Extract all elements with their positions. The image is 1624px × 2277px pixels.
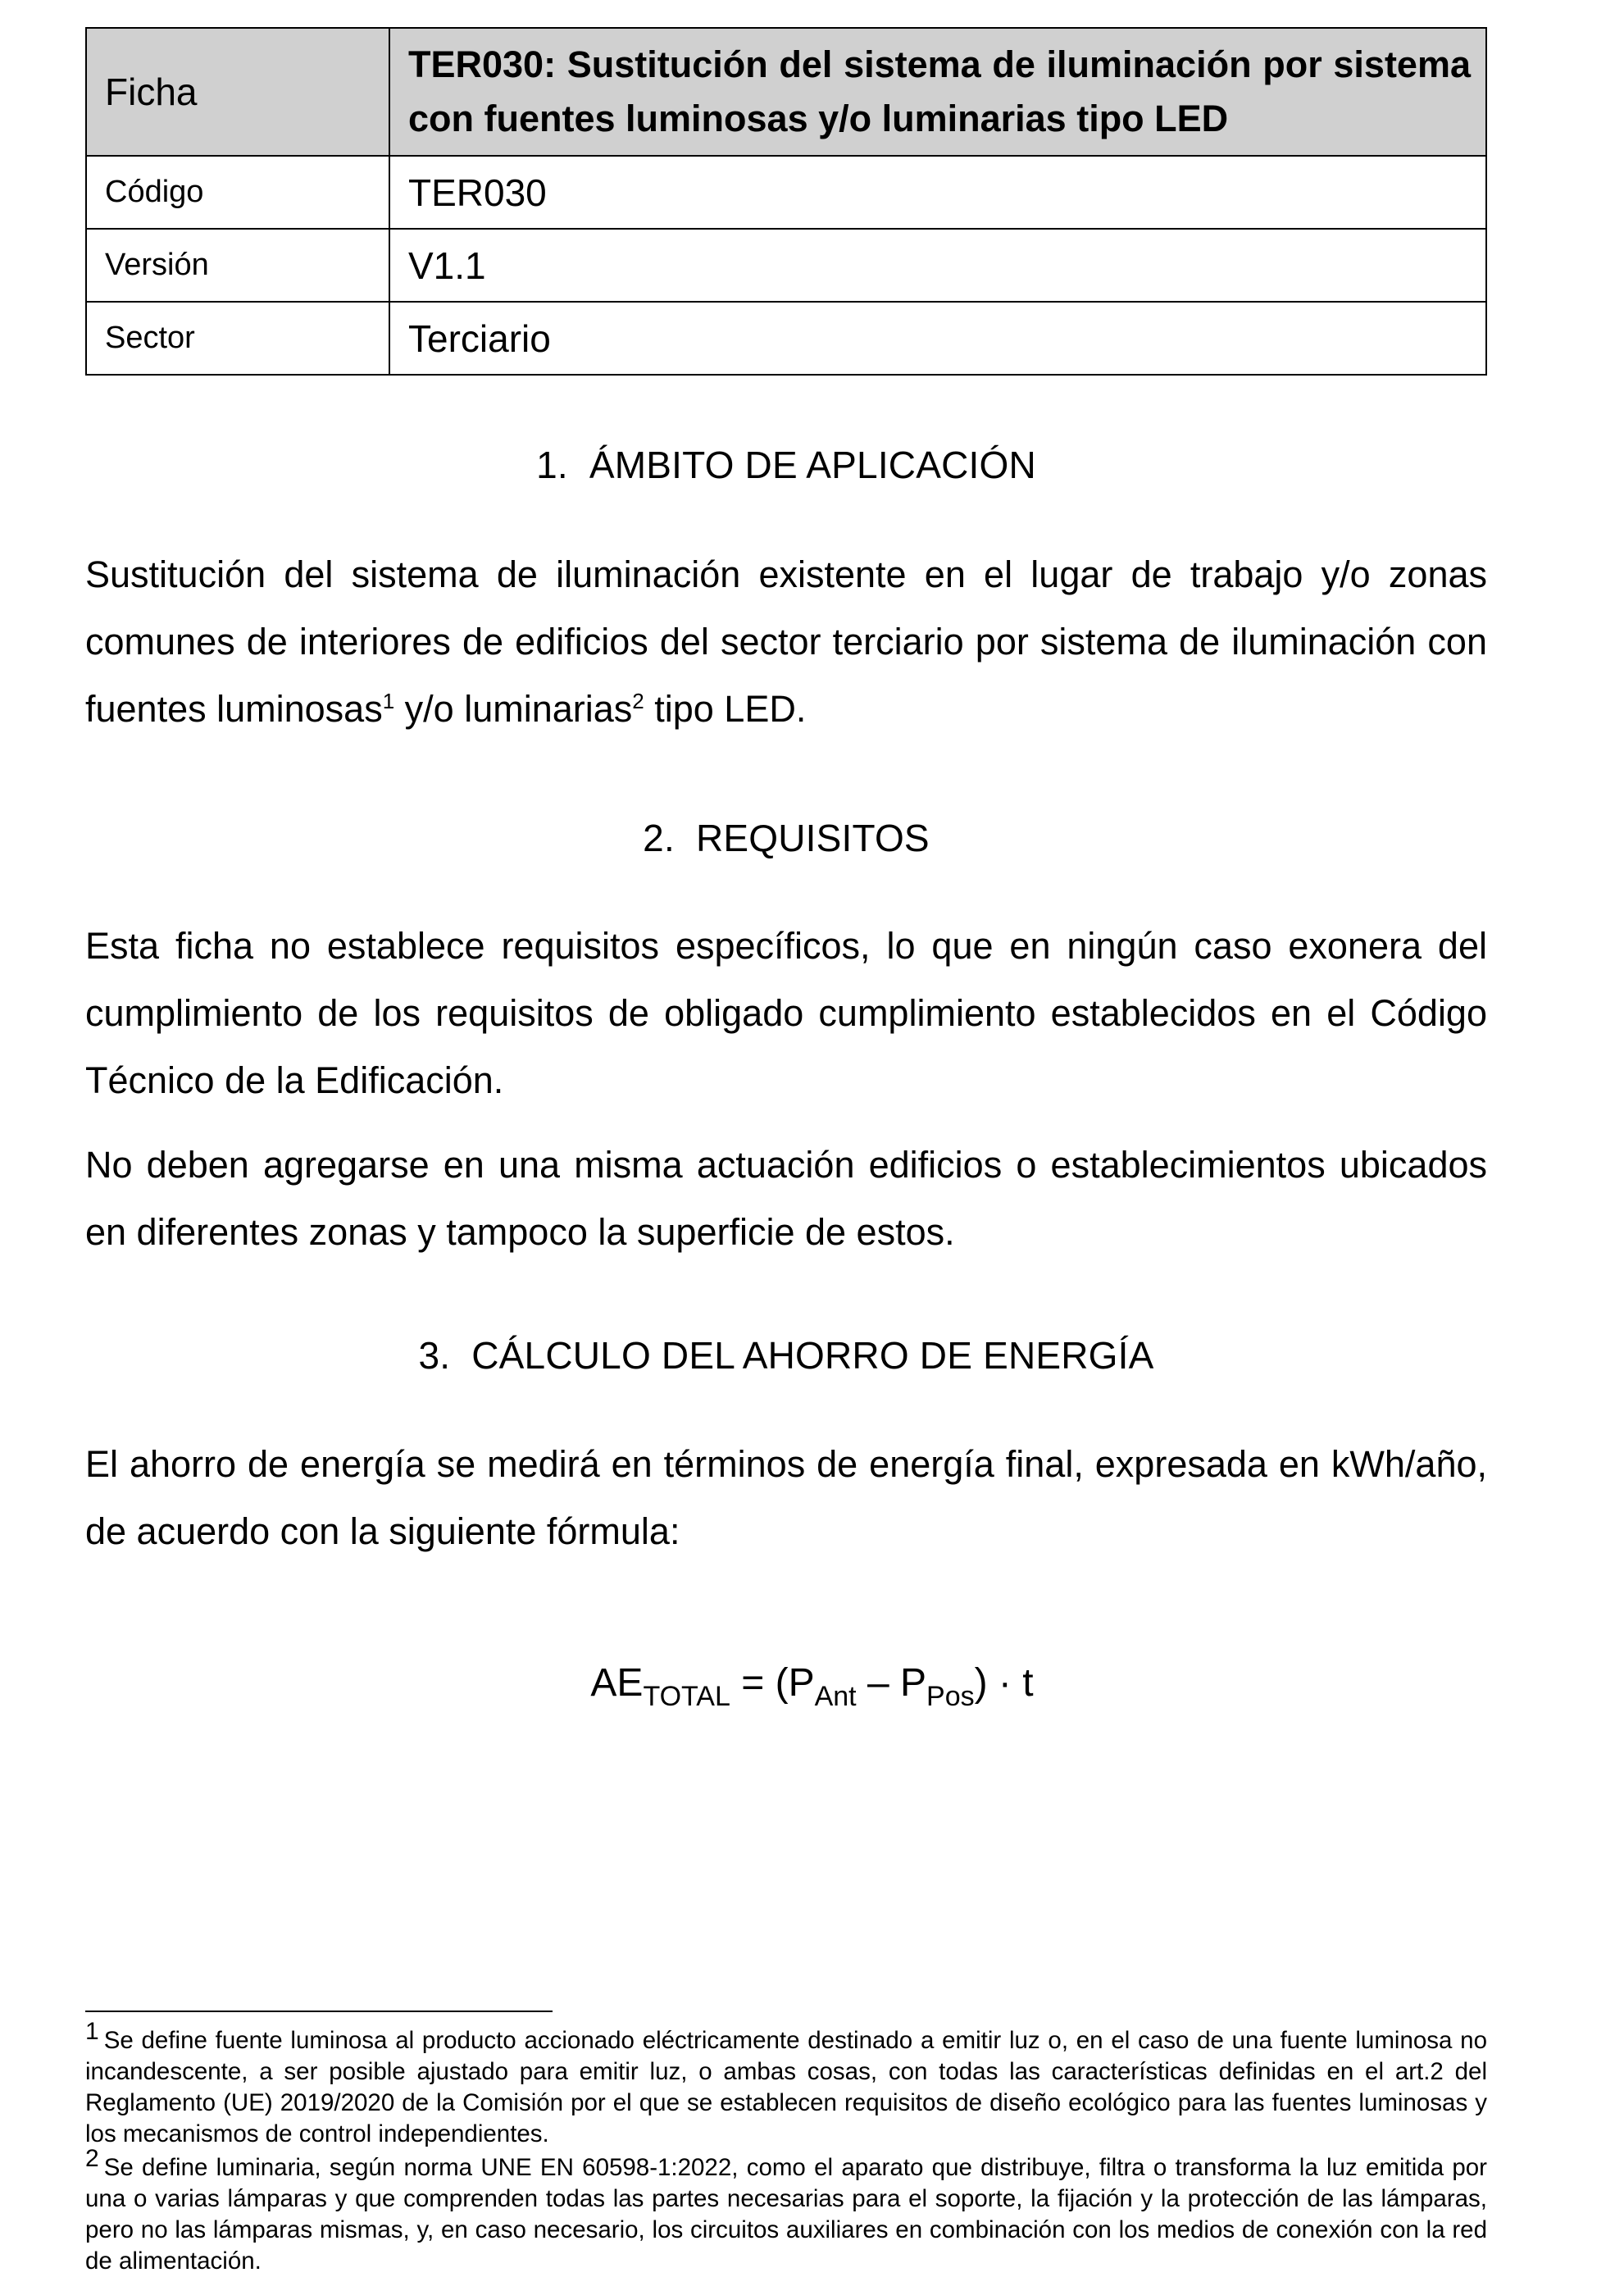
section-number: 2. — [643, 817, 675, 859]
formula-subscript: Pos — [926, 1681, 975, 1712]
codigo-value: TER030 — [389, 156, 1486, 229]
formula-subscript: TOTAL — [643, 1681, 730, 1712]
table-row-codigo — [86, 156, 1486, 229]
ficha-title: TER030: Sustitución del sistema de iluminación por sistema con fuentes luminosas y/o luminarias tipo LED — [389, 28, 1486, 156]
footnote-ref-2[interactable]: 2 — [632, 689, 644, 713]
section-title: CÁLCULO DEL AHORRO DE ENERGÍA — [471, 1334, 1154, 1377]
footnote-mark: 2 — [85, 2145, 99, 2172]
footnote-text: Se define fuente luminosa al producto accionado eléctricamente destinado a emitir luz o, en el caso de una fuente luminosa no incandescente, a ser posible ajustado para emitir luz, o ambas cosas, con todas las características definidas en el art.2 del Reglamento (UE) 2019/2020 de la Comisión por el que se establecen requisitos de diseño ecológico para las fuentes luminosas y los mecanismos de control independientes. — [85, 2027, 1487, 2147]
paragraph-requisitos-1: Esta ficha no establece requisitos específicos, lo que en ningún caso exonera del cumplimiento de los requisitos de obligado cumplimiento establecidos en el Código Técnico de la Edificación. — [85, 925, 1487, 1101]
section-heading-requisitos — [85, 816, 1487, 860]
version-value: V1.1 — [389, 229, 1486, 302]
footnote-text: Se define luminaria, según norma UNE EN 60598-1:2022, como el aparato que distribuye, filtra o transforma la luz emitida por una o varias lámparas y que comprenden todas las partes necesarias para el soporte, la fijación y la protección de las lámparas, pero no las lámparas mismas, y, en caso necesario, los circuitos auxiliares en combinación con los medios de conexión con la red de alimentación. — [85, 2154, 1487, 2275]
section-number: 1. — [536, 444, 568, 486]
paragraph-ambito — [85, 541, 1487, 743]
table-row-sector — [86, 302, 1486, 375]
formula-part: – P — [856, 1661, 927, 1705]
paragraph-text: y/o luminarias — [394, 688, 633, 730]
energy-savings-formula — [0, 1660, 1624, 1712]
section-title: ÁMBITO DE APLICACIÓN — [589, 444, 1036, 486]
paragraph-calculo: El ahorro de energía se medirá en términos de energía final, expresada en kWh/año, de acuerdo con la siguiente fórmula: — [85, 1443, 1487, 1552]
section-number: 3. — [418, 1334, 451, 1377]
table-row-ficha — [86, 28, 1486, 156]
paragraph-text: tipo LED. — [644, 688, 807, 730]
footnote-mark: 1 — [85, 2018, 99, 2045]
formula-part: AE — [590, 1661, 644, 1705]
paragraph-requisitos-2: No deben agregarse en una misma actuación edificios o establecimientos ubicados en diferentes zonas y tampoco la superficie de estos. — [85, 1144, 1487, 1253]
paragraph-text: Sustitución del sistema de iluminación existente en el lugar de trabajo y/o zonas comunes de interiores de edificios del sector terciario por sistema de iluminación con fuentes luminosas — [85, 553, 1487, 730]
sector-value: Terciario — [389, 302, 1486, 375]
formula-part: = (P — [730, 1661, 815, 1705]
ficha-label: Ficha — [86, 28, 389, 156]
sector-label: Sector — [86, 302, 389, 375]
footnote-2 — [85, 2145, 1487, 2277]
codigo-label: Código — [86, 156, 389, 229]
footnote-1 — [85, 2018, 1487, 2150]
section-title: REQUISITOS — [695, 817, 930, 859]
section-heading-ambito — [85, 443, 1487, 487]
formula-subscript: Ant — [814, 1681, 857, 1712]
ficha-header-table — [85, 27, 1487, 376]
footnote-separator — [85, 2011, 553, 2012]
table-row-version — [86, 229, 1486, 302]
version-label: Versión — [86, 229, 389, 302]
footnote-ref-1[interactable]: 1 — [382, 689, 395, 713]
section-heading-calculo — [85, 1333, 1487, 1378]
formula-part: ) · t — [974, 1661, 1034, 1705]
